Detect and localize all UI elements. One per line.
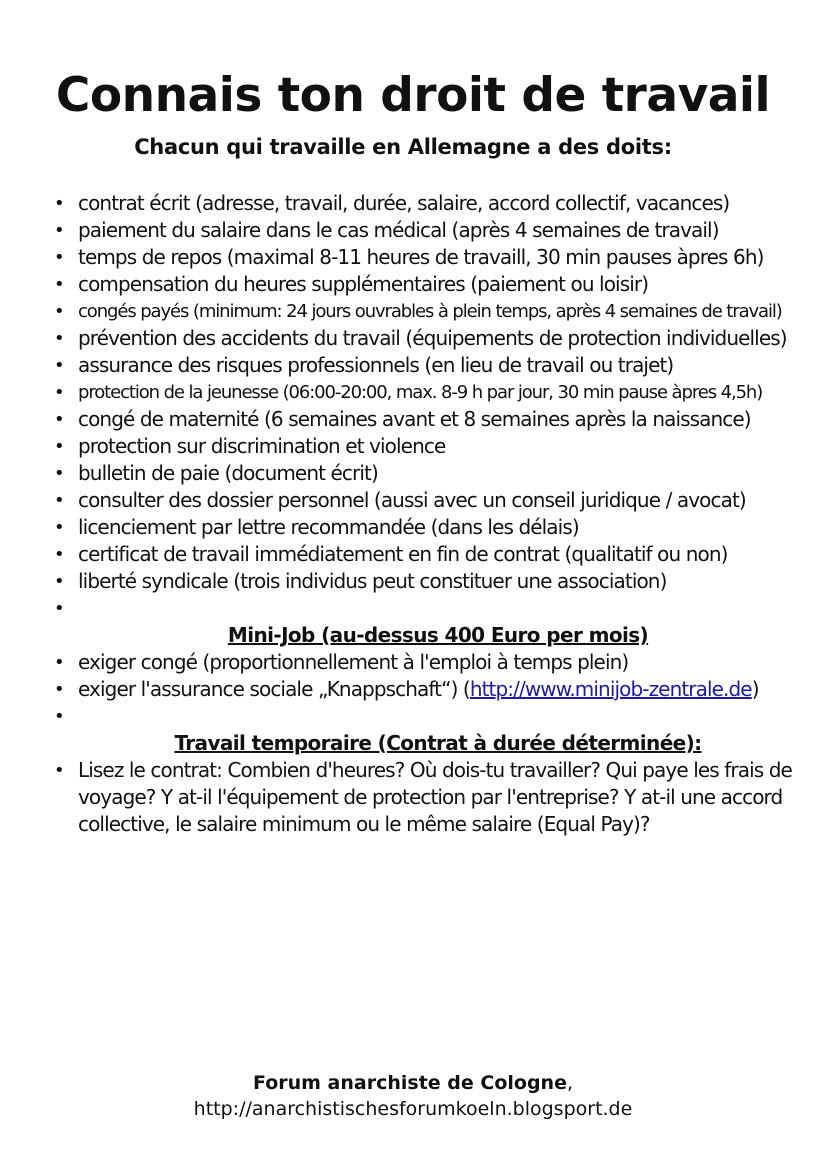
empty-list-item bbox=[48, 595, 808, 622]
organization-name: Forum anarchiste de Cologne bbox=[252, 1072, 567, 1094]
rights-list bbox=[48, 190, 808, 622]
list-item: • congé de maternité (6 semaines avant et 8 semaines après la naissance) bbox=[54, 407, 751, 431]
list-item: • prévention des accidents du travail (équipements de protection individuelles) bbox=[54, 326, 787, 350]
bullet-icon: • bbox=[54, 220, 64, 241]
list-item: • congés payés (minimum: 24 jours ouvrables à plein temps, après 4 semaines de travail) bbox=[48, 298, 808, 325]
minijob-heading: Mini-Job (au-dessus 400 Euro per mois) bbox=[227, 623, 649, 647]
bullet-icon: • bbox=[54, 409, 64, 430]
bullet-icon: • bbox=[54, 355, 64, 376]
footer-url: http://anarchistischesforumkoeln.blogsport.de bbox=[193, 1098, 633, 1120]
list-item: • paiement du salaire dans le cas médical (après 4 semaines de travail) bbox=[54, 218, 719, 242]
minijob-zentrale-link[interactable]: http://www.minijob-zentrale.de bbox=[469, 677, 752, 701]
list-item: • exiger congé (proportionnellement à l'emploi à temps plein) bbox=[54, 650, 629, 674]
list-item: • exiger l'assurance sociale „Knappschaft“) (http://www.minijob-zentrale.de) bbox=[54, 677, 759, 701]
list-item: • bulletin de paie (document écrit) bbox=[54, 461, 378, 485]
temporary-work-heading: Travail temporaire (Contrat à durée déterminée): bbox=[174, 731, 702, 755]
bullet-icon: • bbox=[54, 274, 64, 295]
bullet-icon: • bbox=[54, 652, 64, 673]
document-body bbox=[48, 190, 808, 838]
bullet-icon: • bbox=[54, 517, 64, 538]
minijob-list bbox=[48, 649, 808, 730]
bullet-icon: • bbox=[54, 382, 64, 403]
list-item: • contrat écrit (adresse, travail, durée, salaire, accord collectif, vacances) bbox=[54, 191, 730, 215]
bullet-icon: • bbox=[54, 571, 64, 592]
list-item: • Lisez le contrat: Combien d'heures? Où dois-tu travailler? Qui paye les frais de voyage? Y at-il l'équipement de protection par l'entreprise? Y at-il une accord collective, le salaire minimum ou le même salaire (Equal Pay)? bbox=[54, 758, 792, 836]
bullet-icon: • bbox=[54, 490, 64, 511]
list-item: • protection sur discrimination et violence bbox=[54, 434, 446, 458]
list-item: • temps de repos (maximal 8-11 heures de travaill, 30 min pauses àpres 6h) bbox=[54, 245, 764, 269]
bullet-icon: • bbox=[54, 760, 64, 781]
bullet-icon: • bbox=[54, 193, 64, 214]
bullet-icon: • bbox=[54, 598, 64, 619]
empty-list-item bbox=[48, 703, 808, 730]
list-item: • liberté syndicale (trois individus peut constituer une association) bbox=[54, 569, 667, 593]
list-item: • licenciement par lettre recommandée (dans les délais) bbox=[54, 515, 579, 539]
bullet-icon: • bbox=[54, 463, 64, 484]
page-subtitle: Chacun qui travaille en Allemagne a des doits: bbox=[134, 135, 672, 159]
bullet-icon: • bbox=[54, 679, 64, 700]
page-title: Connais ton droit de travail bbox=[55, 68, 771, 123]
bullet-icon: • bbox=[54, 301, 64, 322]
bullet-icon: • bbox=[54, 544, 64, 565]
temporary-work-list bbox=[48, 757, 808, 838]
footer-org-line: Forum anarchiste de Cologne, bbox=[252, 1072, 574, 1094]
footer bbox=[0, 1070, 826, 1122]
list-item: • certificat de travail immédiatement en fin de contrat (qualitatif ou non) bbox=[54, 542, 728, 566]
bullet-icon: • bbox=[54, 328, 64, 349]
bullet-icon: • bbox=[54, 706, 64, 727]
list-item: • protection de la jeunesse (06:00-20:00, max. 8-9 h par jour, 30 min pause àpres 4,5h) bbox=[48, 379, 808, 406]
list-item: • assurance des risques professionnels (en lieu de travail ou trajet) bbox=[54, 353, 674, 377]
bullet-icon: • bbox=[54, 436, 64, 457]
list-item: • consulter des dossier personnel (aussi avec un conseil juridique / avocat) bbox=[54, 488, 746, 512]
bullet-icon: • bbox=[54, 247, 64, 268]
list-item: • compensation du heures supplémentaires (paiement ou loisir) bbox=[54, 272, 649, 296]
